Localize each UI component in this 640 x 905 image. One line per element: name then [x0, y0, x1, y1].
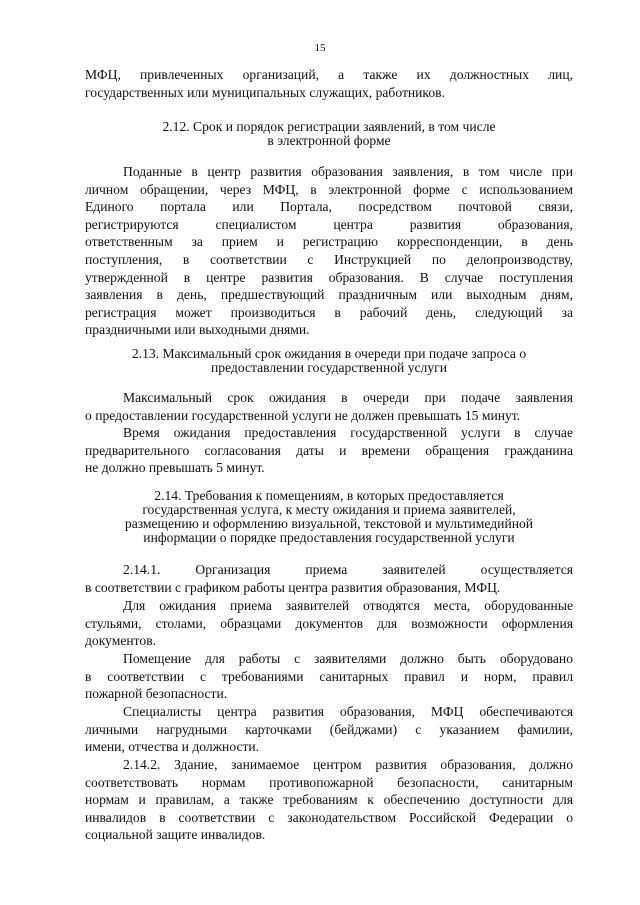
text-line: Время ожидания предоставления государственной услуги в случае [123, 425, 573, 440]
text-line: предварительного согласования даты и времени обращения гражданина [85, 442, 573, 458]
heading-line: предоставлении государственной услуги [211, 360, 447, 375]
text-line: соответствовать нормам противопожарной безопасности, санитарным [85, 774, 573, 790]
heading-line: 2.12. Срок и порядок регистрации заявлений, в том числе [162, 119, 496, 134]
paragraph-2-13-a [85, 389, 573, 424]
text-line: Для ожидания приема заявителей отводятся места, оборудованные [123, 598, 573, 613]
text-line: Помещение для работы с заявителями должно быть оборудовано [123, 651, 573, 666]
heading-line: размещению и оформлению визуальной, текстовой и мультимедийной [124, 516, 534, 531]
paragraph-staff-badges [85, 703, 573, 756]
paragraph-2-12 [85, 163, 573, 339]
text-line: в соответствии с графиком работы центра развития образования, МФЦ. [85, 579, 501, 595]
text-line: имени, отчества и должности. [85, 739, 260, 755]
text-line: заявления в день, предшествующий праздничным или выходным дням, [85, 287, 573, 303]
text-line: 2.14.2. Здание, занимаемое центром развития образования, должно [123, 757, 573, 772]
text-line: 2.14.1. Организация приема заявителей осуществляется [123, 562, 573, 577]
heading-line: 2.14. Требования к помещениям, в которых предоставляется [154, 488, 504, 503]
text-line: Единого портала или Портала, посредством почтовой связи, [85, 199, 573, 215]
paragraph-2-14-1 [85, 561, 573, 596]
text-line: документов. [85, 633, 157, 649]
text-line: о предоставлении государственной услуги не должен превышать 15 минут. [85, 407, 521, 423]
paragraph-premises [85, 650, 573, 703]
section-heading-2-13 [85, 347, 573, 375]
text-line: МФЦ, привлеченных организаций, а также их должностных лиц, [85, 67, 573, 82]
text-line: пожарной безопасности. [85, 686, 228, 702]
text-line: личном обращении, через МФЦ, в электронной форме с использованием [85, 181, 573, 197]
text-line: стульями, столами, образцами документов для возможности оформления [85, 615, 573, 631]
text-line: инвалидов в соответствии с законодательством Российской Федерации о [85, 809, 573, 825]
text-line: нормам и правилам, а также требованиям к обеспечению доступности для [85, 792, 573, 808]
text-line: утвержденной в центре развития образования. В случае поступления [85, 269, 573, 285]
heading-line: информации о порядке предоставления государственной услуги [143, 530, 515, 545]
text-line: Поданные в центр развития образования заявления, в том числе при [123, 164, 573, 179]
text-line: ответственным за прием и регистрацию корреспонденции, в день [85, 234, 573, 250]
text-line: Специалисты центра развития образования, МФЦ обеспечиваются [123, 704, 573, 719]
text-line: не должно превышать 5 минут. [85, 460, 265, 476]
paragraph-2-13-b [85, 424, 573, 477]
text-line: личными нагрудными карточками (бейджами) с указанием фамилии, [85, 721, 573, 737]
text-line: социальной защите инвалидов. [85, 827, 266, 843]
text-line: Максимальный срок ожидания в очереди при подаче заявления [123, 390, 573, 405]
page-number: 15 [314, 42, 326, 54]
paragraph-waiting-area [85, 597, 573, 650]
text-line: в соответствии с требованиями санитарных правил и норм, правил [85, 668, 573, 684]
text-line: регистрируются специалистом центра развития образования, [85, 216, 573, 232]
text-line: государственных или муниципальных служащих, работников. [85, 84, 445, 100]
text-line: регистрация может производиться в рабочий день, следующий за [85, 304, 573, 320]
heading-line: 2.13. Максимальный срок ожидания в очереди при подаче запроса о [131, 346, 527, 361]
text-line: поступления, в соответствии с Инструкцией по делопроизводству, [85, 251, 573, 267]
section-heading-2-14 [85, 489, 573, 545]
intro-paragraph [85, 66, 573, 101]
heading-line: в электронной форме [267, 133, 391, 148]
paragraph-2-14-2 [85, 756, 573, 844]
section-heading-2-12 [85, 120, 573, 148]
heading-line: государственная услуга, к месту ожидания и приема заявителей, [142, 502, 516, 517]
text-line: праздничными или выходными днями. [85, 322, 310, 338]
